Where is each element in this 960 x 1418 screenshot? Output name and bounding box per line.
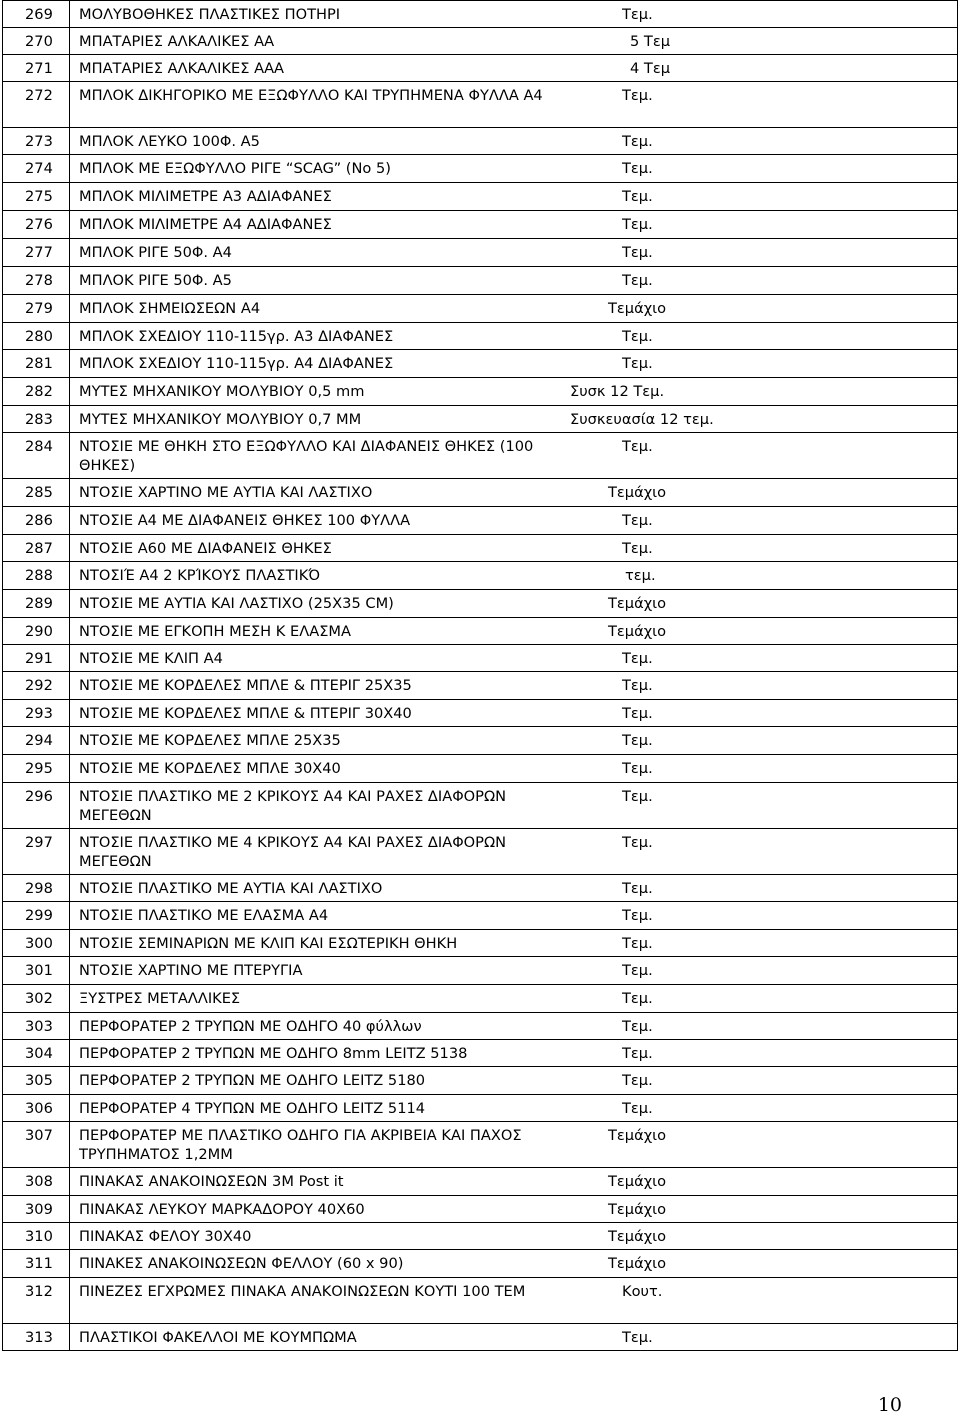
item-description: ΜΥΤΕΣ ΜΗΧΑΝΙΚΟΥ ΜΟΛΥΒΙΟΥ 0,5 mm (79, 383, 365, 400)
table-row (3, 985, 958, 1013)
item-cell (70, 378, 958, 406)
item-cell (70, 1324, 958, 1351)
table-row (3, 239, 958, 267)
item-unit: Τεμ. (622, 962, 653, 979)
item-number: 307 (3, 1122, 70, 1168)
item-description: ΝΤΟΣΙΕ ΜΕ ΚΟΡΔΕΛΕΣ ΜΠΛΕ & ΠΤΕΡΙΓ 30Χ40 (79, 705, 412, 722)
item-description: ΠΙΝΕΖΕΣ ΕΓΧΡΩΜΕΣ ΠΙΝΑΚΑ ΑΝΑΚΟΙΝΩΣΕΩΝ ΚΟΥΤΙ 100 ΤΕΜ (79, 1283, 526, 1300)
item-description: ΝΤΟΣΙΕ ΜΕ ΘΗΚΗ ΣΤΟ ΕΞΩΦΥΛΛΟ ΚΑΙ ΔΙΑΦΑΝΕΙΣ ΘΗΚΕΣ (100 ΘΗΚΕΣ) (79, 438, 534, 474)
item-unit: Τεμάχιο (608, 1173, 667, 1190)
item-description: ΠΙΝΑΚΑΣ ΑΝΑΚΟΙΝΩΣΕΩΝ 3Μ Post it (79, 1173, 344, 1190)
item-unit: Τεμ. (622, 935, 653, 952)
item-number: 310 (3, 1223, 70, 1250)
item-description: ΝΤΟΣΙΕ ΜΕ ΚΟΡΔΕΛΕΣ ΜΠΛΕ & ΠΤΕΡΙΓ 25Χ35 (79, 677, 412, 694)
item-description: ΜΟΛΥΒΟΘΗΚΕΣ ΠΛΑΣΤΙΚΕΣ ΠΟΤΗΡΙ (79, 6, 341, 23)
item-description: ΝΤΟΣΙΕ ΜΕ ΚΛΙΠ Α4 (79, 650, 223, 667)
items-table (2, 0, 958, 1351)
item-unit: Τεμ. (622, 355, 653, 372)
item-description: ΜΠΛΟΚ ΣΧΕΔΙΟΥ 110-115γρ. Α4 ΔΙΑΦΑΝΕΣ (79, 355, 394, 372)
item-number: 294 (3, 727, 70, 755)
table-row (3, 783, 958, 829)
item-cell (70, 507, 958, 535)
item-description: ΠΙΝΑΚΑΣ ΛΕΥΚΟΥ ΜΑΡΚΑΔΟΡΟΥ 40Χ60 (79, 1201, 365, 1218)
item-number: 291 (3, 645, 70, 672)
item-cell (70, 1122, 958, 1168)
table-row (3, 507, 958, 535)
item-cell (70, 82, 958, 128)
item-cell (70, 211, 958, 239)
item-number: 287 (3, 535, 70, 562)
item-unit: Τεμ. (622, 907, 653, 924)
item-cell (70, 562, 958, 590)
table-row (3, 1095, 958, 1122)
item-number: 275 (3, 183, 70, 211)
page-number: 10 (877, 1394, 902, 1416)
item-unit: Τεμ. (622, 732, 653, 749)
table-row (3, 433, 958, 479)
item-description: ΠΕΡΦΟΡΑΤΕΡ 2 ΤΡΥΠΩΝ ΜΕ ΟΔΗΓΟ 40 φύλλων (79, 1018, 422, 1035)
item-description: ΝΤΟΣΙΕ ΧΑΡΤΙΝΟ ΜΕ ΑΥΤΙΑ ΚΑΙ ΛΑΣΤΙΧΟ (79, 484, 373, 501)
item-description: ΝΤΟΣΙΕ ΣΕΜΙΝΑΡΙΩΝ ΜΕ ΚΛΙΠ ΚΑΙ ΕΣΩΤΕΡΙΚΗ ΘΗΚΗ (79, 935, 458, 952)
item-description: ΝΤΟΣΙΕ ΠΛΑΣΤΙΚΟ ΜΕ 4 ΚΡΙΚΟΥΣ Α4 ΚΑΙ ΡΑΧΕΣ ΔΙΑΦΟΡΩΝ ΜΕΓΕΘΩΝ (79, 834, 507, 870)
item-description: ΜΠΛΟΚ ΣΗΜΕΙΩΣΕΩΝ Α4 (79, 300, 261, 317)
item-description: ΜΥΤΕΣ ΜΗΧΑΝΙΚΟΥ ΜΟΛΥΒΙΟΥ 0,7 ΜΜ (79, 411, 362, 428)
table-row (3, 128, 958, 155)
item-number: 281 (3, 350, 70, 378)
item-number: 305 (3, 1067, 70, 1095)
table-row (3, 535, 958, 562)
item-cell (70, 985, 958, 1013)
table-row (3, 1324, 958, 1351)
item-cell (70, 239, 958, 267)
item-cell (70, 55, 958, 82)
item-unit: Τεμ. (622, 788, 653, 805)
item-description: ΜΠΛΟΚ ΡΙΓΕ 50Φ. Α4 (79, 244, 232, 261)
item-unit: Τεμ. (622, 1329, 653, 1346)
item-description: ΞΥΣΤΡΕΣ ΜΕΤΑΛΛΙΚΕΣ (79, 990, 241, 1007)
item-number: 288 (3, 562, 70, 590)
item-cell (70, 323, 958, 350)
table-row (3, 1278, 958, 1324)
item-cell (70, 1067, 958, 1095)
item-unit: Τεμ. (622, 87, 653, 104)
item-cell (70, 1013, 958, 1040)
item-unit: Τεμ. (622, 990, 653, 1007)
item-description: ΠΛΑΣΤΙΚΟΙ ΦΑΚΕΛΛΟΙ ΜΕ ΚΟΥΜΠΩΜΑ (79, 1329, 357, 1346)
table-row (3, 479, 958, 507)
table-row (3, 727, 958, 755)
item-description: ΠΙΝΑΚΑΣ ΦΕΛΟΥ 30Χ40 (79, 1228, 252, 1245)
item-cell (70, 267, 958, 295)
table-row (3, 562, 958, 590)
item-cell (70, 590, 958, 618)
item-description: ΠΕΡΦΟΡΑΤΕΡ 2 ΤΡΥΠΩΝ ΜΕ ΟΔΗΓΟ 8mm LEITZ 5138 (79, 1045, 468, 1062)
item-number: 300 (3, 930, 70, 957)
item-number: 279 (3, 295, 70, 323)
table-row (3, 378, 958, 406)
item-cell (70, 350, 958, 378)
item-unit: Τεμ. (622, 328, 653, 345)
table-row (3, 1013, 958, 1040)
item-unit: Τεμάχιο (608, 484, 667, 501)
item-cell (70, 700, 958, 727)
item-cell (70, 727, 958, 755)
item-number: 278 (3, 267, 70, 295)
table-row (3, 1223, 958, 1250)
item-unit: Τεμ. (622, 188, 653, 205)
item-number: 303 (3, 1013, 70, 1040)
table-row (3, 930, 958, 957)
item-number: 273 (3, 128, 70, 155)
table-row (3, 645, 958, 672)
item-description: ΜΠΛΟΚ ΜΕ ΕΞΩΦΥΛΛΟ ΡΙΓΕ “SCAG” (Νο 5) (79, 160, 391, 177)
item-unit: Τεμ. (622, 1100, 653, 1117)
item-number: 308 (3, 1168, 70, 1196)
item-cell (70, 1095, 958, 1122)
item-description: ΝΤΟΣΙΕ ΜΕ ΚΟΡΔΕΛΕΣ ΜΠΛΕ 25Χ35 (79, 732, 341, 749)
item-description: ΝΤΟΣΙΕ ΜΕ ΑΥΤΙΑ ΚΑΙ ΛΑΣΤΙΧΟ (25Χ35 CM) (79, 595, 394, 612)
item-number: 313 (3, 1324, 70, 1351)
item-unit: Συσκευασία 12 τεμ. (570, 411, 714, 428)
item-description: ΜΠΛΟΚ ΣΧΕΔΙΟΥ 110-115γρ. Α3 ΔΙΑΦΑΝΕΣ (79, 328, 394, 345)
item-description: ΝΤΟΣΙΕ ΠΛΑΣΤΙΚΟ ΜΕ ΕΛΑΣΜΑ Α4 (79, 907, 329, 924)
item-number: 269 (3, 1, 70, 28)
table-row (3, 155, 958, 183)
item-unit: Τεμ. (622, 834, 653, 851)
item-unit: Τεμ. (622, 216, 653, 233)
item-description: ΜΠΑΤΑΡΙΕΣ ΑΛΚΑΛΙΚΕΣ ΑΑ (79, 33, 275, 50)
item-description: ΜΠΛΟΚ ΜΙΛΙΜΕΤΡΕ Α3 ΑΔΙΑΦΑΝΕΣ (79, 188, 332, 205)
item-description: ΠΕΡΦΟΡΑΤΕΡ ΜΕ ΠΛΑΣΤΙΚΟ ΟΔΗΓΟ ΓΙΑ ΑΚΡΙΒΕΙΑ ΚΑΙ ΠΑΧΟΣ ΤΡΥΠΗΜΑΤΟΣ 1,2ΜΜ (79, 1127, 522, 1163)
item-description: ΠΕΡΦΟΡΑΤΕΡ 4 ΤΡΥΠΩΝ ΜΕ ΟΔΗΓΟ LEITZ 5114 (79, 1100, 426, 1117)
table-row (3, 875, 958, 902)
item-number: 298 (3, 875, 70, 902)
table-row (3, 1067, 958, 1095)
item-cell (70, 535, 958, 562)
item-number: 306 (3, 1095, 70, 1122)
item-number: 283 (3, 406, 70, 433)
item-number: 302 (3, 985, 70, 1013)
table-row (3, 183, 958, 211)
item-unit: τεμ. (625, 567, 656, 584)
item-unit: Τεμ. (622, 1045, 653, 1062)
item-cell (70, 672, 958, 700)
table-row (3, 295, 958, 323)
item-cell (70, 755, 958, 783)
item-number: 277 (3, 239, 70, 267)
item-unit: Τεμ. (622, 272, 653, 289)
item-cell (70, 433, 958, 479)
item-cell (70, 875, 958, 902)
item-unit: Τεμ. (622, 760, 653, 777)
item-unit: Κουτ. (622, 1283, 663, 1300)
item-number: 284 (3, 433, 70, 479)
item-number: 276 (3, 211, 70, 239)
item-unit: Τεμ. (622, 160, 653, 177)
item-number: 292 (3, 672, 70, 700)
item-unit: Τεμ. (622, 6, 653, 23)
item-description: ΝΤΟΣΙΕ Α4 ΜΕ ΔΙΑΦΑΝΕΙΣ ΘΗΚΕΣ 100 ΦΥΛΛΑ (79, 512, 411, 529)
item-unit: Τεμάχιο (608, 1255, 667, 1272)
item-number: 280 (3, 323, 70, 350)
item-unit: Συσκ 12 Τεμ. (570, 383, 665, 400)
item-number: 272 (3, 82, 70, 128)
item-cell (70, 128, 958, 155)
table-row (3, 406, 958, 433)
item-unit: 4 Τεμ (630, 60, 671, 77)
item-number: 311 (3, 1250, 70, 1278)
table-row (3, 267, 958, 295)
item-description: ΜΠΑΤΑΡΙΕΣ ΑΛΚΑΛΙΚΕΣ ΑΑΑ (79, 60, 285, 77)
item-number: 270 (3, 28, 70, 55)
item-description: ΝΤΟΣΙΕ ΧΑΡΤΙΝΟ ΜΕ ΠΤΕΡΥΓΙΑ (79, 962, 303, 979)
item-cell (70, 1168, 958, 1196)
item-cell (70, 957, 958, 985)
item-description: ΝΤΟΣΙΕ ΜΕ ΕΓΚΟΠΗ ΜΕΣΗ Κ ΕΛΑΣΜΑ (79, 623, 351, 640)
table-row (3, 82, 958, 128)
item-number: 274 (3, 155, 70, 183)
table-row (3, 672, 958, 700)
item-unit: Τεμ. (622, 880, 653, 897)
item-unit: Τεμάχιο (608, 595, 667, 612)
item-description: ΝΤΟΣΙΕ ΠΛΑΣΤΙΚΟ ΜΕ ΑΥΤΙΑ ΚΑΙ ΛΑΣΤΙΧΟ (79, 880, 383, 897)
item-unit: Τεμ. (622, 1018, 653, 1035)
item-number: 312 (3, 1278, 70, 1324)
item-description: ΜΠΛΟΚ ΜΙΛΙΜΕΤΡΕ Α4 ΑΔΙΑΦΑΝΕΣ (79, 216, 332, 233)
table-row (3, 1122, 958, 1168)
item-number: 296 (3, 783, 70, 829)
item-cell (70, 295, 958, 323)
item-unit: Τεμάχιο (608, 300, 667, 317)
item-cell (70, 1040, 958, 1067)
item-unit: Τεμάχιο (608, 1228, 667, 1245)
item-description: ΝΤΟΣΙΈ Α4 2 ΚΡΊΚΟΥΣ ΠΛΑΣΤΙΚΌ (79, 567, 321, 584)
table-row (3, 1250, 958, 1278)
item-unit: Τεμ. (622, 677, 653, 694)
item-cell (70, 479, 958, 507)
table-row (3, 700, 958, 727)
item-unit: Τεμ. (622, 650, 653, 667)
item-cell (70, 406, 958, 433)
item-number: 297 (3, 829, 70, 875)
item-number: 293 (3, 700, 70, 727)
item-unit: Τεμάχιο (608, 1201, 667, 1218)
item-cell (70, 28, 958, 55)
table-row (3, 211, 958, 239)
item-unit: Τεμάχιο (608, 1127, 667, 1144)
item-unit: Τεμ. (622, 540, 653, 557)
item-number: 290 (3, 618, 70, 645)
item-cell (70, 829, 958, 875)
item-unit: Τεμ. (622, 705, 653, 722)
item-cell (70, 618, 958, 645)
item-description: ΝΤΟΣΙΕ ΜΕ ΚΟΡΔΕΛΕΣ ΜΠΛΕ 30Χ40 (79, 760, 341, 777)
item-cell (70, 1250, 958, 1278)
item-unit: Τεμ. (622, 512, 653, 529)
item-unit: Τεμ. (622, 244, 653, 261)
table-row (3, 829, 958, 875)
item-cell (70, 783, 958, 829)
item-number: 295 (3, 755, 70, 783)
item-number: 286 (3, 507, 70, 535)
table-row (3, 1, 958, 28)
table-row (3, 902, 958, 930)
table-row (3, 1196, 958, 1223)
item-description: ΠΙΝΑΚΕΣ ΑΝΑΚΟΙΝΩΣΕΩΝ ΦΕΛΛΟΥ (60 x 90) (79, 1255, 404, 1272)
item-unit: Τεμ. (622, 133, 653, 150)
item-unit: Τεμάχιο (608, 623, 667, 640)
item-description: ΠΕΡΦΟΡΑΤΕΡ 2 ΤΡΥΠΩΝ ΜΕ ΟΔΗΓΟ LEITZ 5180 (79, 1072, 426, 1089)
item-number: 299 (3, 902, 70, 930)
item-number: 289 (3, 590, 70, 618)
table-row (3, 590, 958, 618)
table-row (3, 55, 958, 82)
item-cell (70, 1196, 958, 1223)
item-number: 301 (3, 957, 70, 985)
item-unit: Τεμ. (622, 1072, 653, 1089)
item-description: ΜΠΛΟΚ ΡΙΓΕ 50Φ. Α5 (79, 272, 232, 289)
item-unit: 5 Τεμ (630, 33, 671, 50)
item-cell (70, 930, 958, 957)
item-cell (70, 645, 958, 672)
item-number: 309 (3, 1196, 70, 1223)
table-row (3, 1040, 958, 1067)
item-cell (70, 1223, 958, 1250)
table-row (3, 755, 958, 783)
item-description: ΜΠΛΟΚ ΛΕΥΚΟ 100Φ. Α5 (79, 133, 260, 150)
table-row (3, 618, 958, 645)
items-table-body (3, 1, 958, 1351)
table-row (3, 28, 958, 55)
item-description: ΝΤΟΣΙΕ Α60 ΜΕ ΔΙΑΦΑΝΕΙΣ ΘΗΚΕΣ (79, 540, 332, 557)
item-description: ΜΠΛΟΚ ΔΙΚΗΓΟΡΙΚΟ ΜΕ ΕΞΩΦΥΛΛΟ ΚΑΙ ΤΡΥΠΗΜΕΝΑ ΦΥΛΛΑ Α4 (79, 87, 543, 104)
table-row (3, 1168, 958, 1196)
item-number: 271 (3, 55, 70, 82)
item-cell (70, 183, 958, 211)
item-cell (70, 902, 958, 930)
table-row (3, 323, 958, 350)
item-cell (70, 155, 958, 183)
item-number: 304 (3, 1040, 70, 1067)
item-number: 285 (3, 479, 70, 507)
table-row (3, 957, 958, 985)
item-cell (70, 1278, 958, 1324)
item-cell (70, 1, 958, 28)
item-number: 282 (3, 378, 70, 406)
item-unit: Τεμ. (622, 438, 653, 455)
item-description: ΝΤΟΣΙΕ ΠΛΑΣΤΙΚΟ ΜΕ 2 ΚΡΙΚΟΥΣ Α4 ΚΑΙ ΡΑΧΕΣ ΔΙΑΦΟΡΩΝ ΜΕΓΕΘΩΝ (79, 788, 507, 824)
table-row (3, 350, 958, 378)
